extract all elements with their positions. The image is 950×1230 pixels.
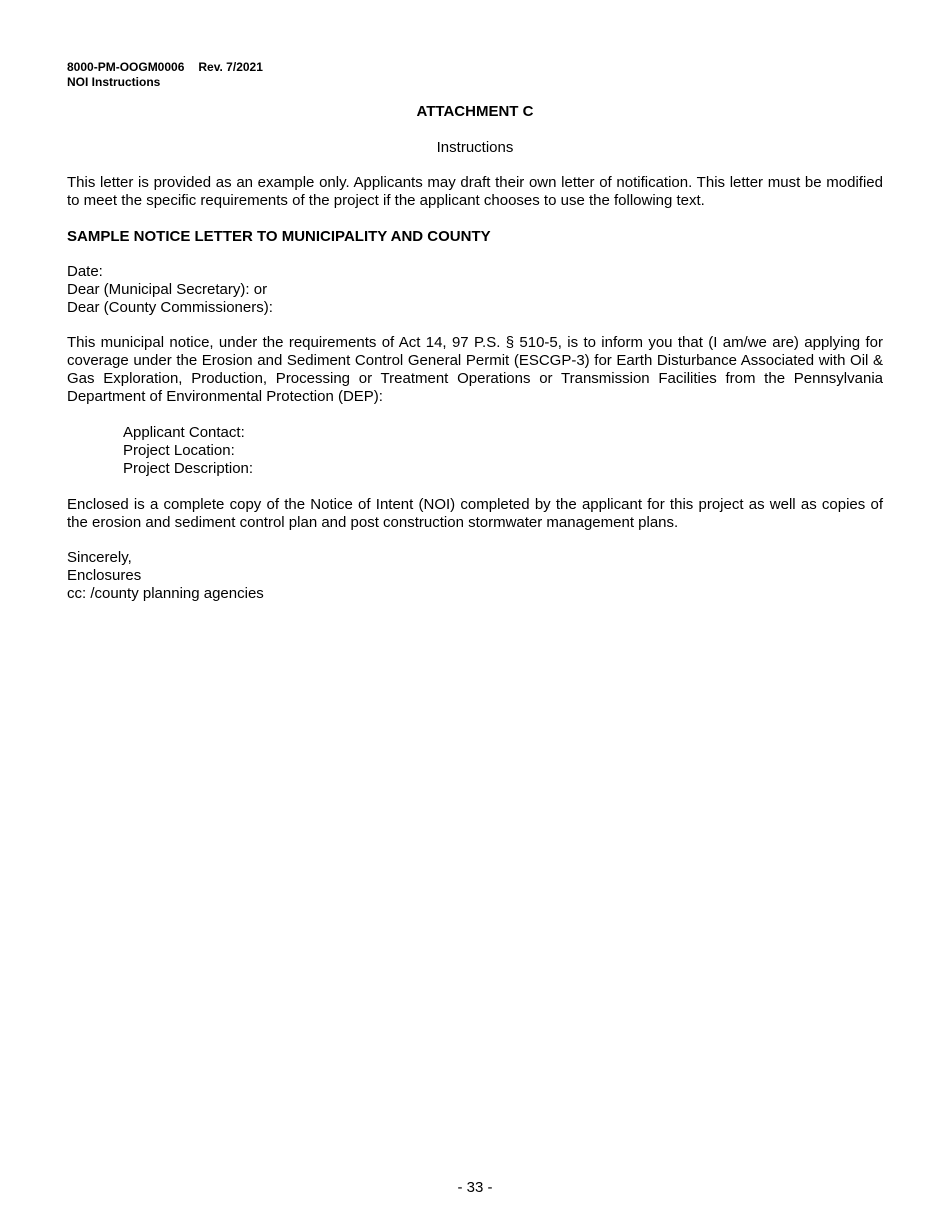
cc-line: cc: /county planning agencies xyxy=(67,585,264,602)
closing-block xyxy=(67,549,883,603)
document-header xyxy=(67,60,263,90)
section-heading: SAMPLE NOTICE LETTER TO MUNICIPALITY AND COUNTY xyxy=(67,228,491,245)
page-subtitle: Instructions xyxy=(436,139,514,156)
salutation-block xyxy=(67,263,883,317)
sincerely-line: Sincerely, xyxy=(67,549,132,566)
dear-municipal-line: Dear (Municipal Secretary): or xyxy=(67,281,268,298)
project-description-label: Project Description: xyxy=(123,460,254,477)
page-number: - 33 - xyxy=(457,1179,493,1196)
revision-date: Rev. 7/2021 xyxy=(198,60,263,74)
form-number: 8000-PM-OOGM0006 xyxy=(67,60,185,74)
form-number-line xyxy=(67,60,263,75)
dear-county-line: Dear (County Commissioners): xyxy=(67,299,273,316)
enclosures-line: Enclosures xyxy=(67,567,142,584)
applicant-contact-label: Applicant Contact: xyxy=(123,424,245,441)
intro-paragraph: This letter is provided as an example only. Applicants may draft their own letter of notification. This letter must be modified to meet the specific requirements of the project if the applicant chooses to use the following text. xyxy=(67,174,883,209)
notice-paragraph: This municipal notice, under the requirements of Act 14, 97 P.S. § 510-5, is to inform you that (I am/we are) applying for coverage under the Erosion and Sediment Control General Permit (ESCGP-3) for Earth Disturbance Associated with Oil & Gas Exploration, Production, Processing or Treatment Operations or Transmission Facilities from the Pennsylvania Department of Environmental Protection (DEP): xyxy=(67,334,883,405)
project-fields xyxy=(123,424,253,478)
header-subtitle: NOI Instructions xyxy=(67,75,161,89)
date-line: Date: xyxy=(67,263,103,280)
page-title: ATTACHMENT C xyxy=(416,103,534,120)
project-location-label: Project Location: xyxy=(123,442,235,459)
enclosed-paragraph: Enclosed is a complete copy of the Notice of Intent (NOI) completed by the applicant for this project as well as copies of the erosion and sediment control plan and post construction stormwater management plans. xyxy=(67,496,883,531)
